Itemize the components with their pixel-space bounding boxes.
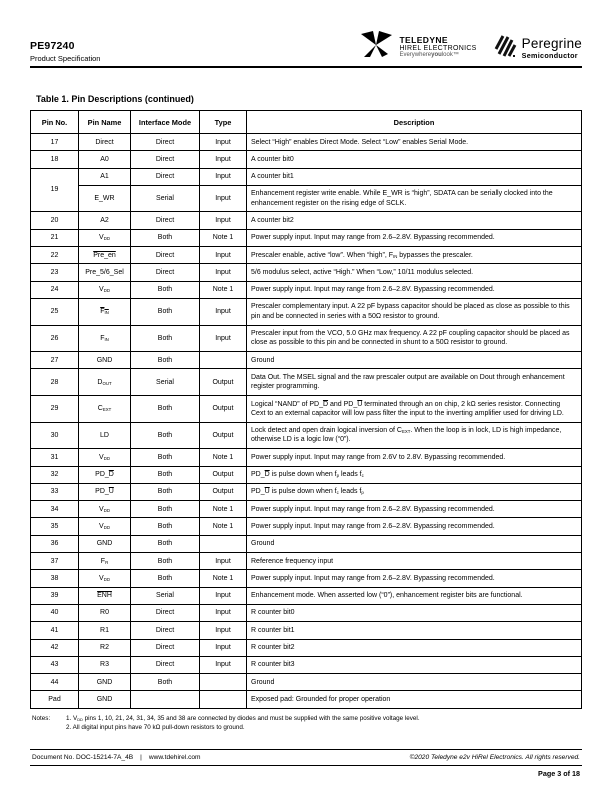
cell-interface-mode: Both <box>131 674 200 691</box>
cell-type: Input <box>200 134 247 151</box>
table-row <box>31 518 582 535</box>
cell-type: Note 1 <box>200 570 247 587</box>
cell-description: Logical “NAND” of $PD\_\overline{D}$ and $PD\_\overline{U}$ terminated through an on chip, 2 kΩ series resistor. Connecting Cext to an external capacitor will low pass filter the input to the inverting amplifier used for driving LD. <box>247 396 582 423</box>
cell-description: 5/6 modulus select, active “High.” When “Low,” 10/11 modulus selected. <box>247 264 582 281</box>
cell-pin-no: 39 <box>31 587 79 604</box>
table-row <box>31 134 582 151</box>
page-header <box>30 30 582 68</box>
cell-pin-name: $PD\_\overline{U}$ <box>79 483 131 500</box>
cell-pin-name: LD <box>79 422 131 449</box>
cell-interface-mode: Both <box>131 396 200 423</box>
cell-pin-no: 29 <box>31 396 79 423</box>
cell-description: Power supply input. Input may range from 2.6–2.8V. Bypassing recommended. <box>247 281 582 298</box>
page-number: Page 3 of 18 <box>538 769 580 778</box>
cell-description: Power supply input. Input may range from 2.6–2.8V. Bypassing recommended. <box>247 229 582 246</box>
cell-pin-no: 43 <box>31 656 79 673</box>
cell-description: A counter bit0 <box>247 151 582 168</box>
note-item-2: 2. All digital input pins have 70 kΩ pull-down resistors to ground. <box>66 724 245 732</box>
table-row <box>31 449 582 466</box>
cell-pin-name: $V_{DD}$ <box>79 449 131 466</box>
table-row <box>31 639 582 656</box>
teledyne-logo <box>358 30 476 63</box>
teledyne-wordmark <box>399 35 476 58</box>
footer-separator: | <box>140 754 142 761</box>
footer-copyright: ©2020 Teledyne e2v HiRel Electronics. All rights reserved. <box>409 754 580 761</box>
notes-items <box>66 714 582 733</box>
cell-pin-name: $V_{DD}$ <box>79 501 131 518</box>
cell-interface-mode: Both <box>131 281 200 298</box>
cell-type: Output <box>200 422 247 449</box>
cell-type <box>200 535 247 552</box>
cell-interface-mode: Both <box>131 298 200 325</box>
cell-interface-mode: Direct <box>131 168 200 185</box>
table-title: Table 1. Pin Descriptions (continued) <box>36 94 194 104</box>
cell-description: A counter bit1 <box>247 168 582 185</box>
cell-interface-mode: Both <box>131 229 200 246</box>
cell-type: Input <box>200 656 247 673</box>
cell-interface-mode <box>131 691 200 708</box>
cell-pin-no: 32 <box>31 466 79 483</box>
table-row <box>31 264 582 281</box>
cell-interface-mode: Both <box>131 466 200 483</box>
peregrine-wordmark <box>522 37 582 60</box>
cell-pin-no: 18 <box>31 151 79 168</box>
cell-type: Input <box>200 151 247 168</box>
cell-pin-no: 26 <box>31 325 79 352</box>
table-row <box>31 483 582 500</box>
cell-type <box>200 691 247 708</box>
table-row <box>31 422 582 449</box>
cell-interface-mode: Both <box>131 325 200 352</box>
cell-pin-name: $V_{DD}$ <box>79 570 131 587</box>
cell-description: Data Out. The MSEL signal and the raw prescaler output are available on Dout through enhancement register programming. <box>247 369 582 396</box>
peregrine-line1: Peregrine <box>521 36 582 52</box>
cell-pin-name: $\overline{ENH}$ <box>79 587 131 604</box>
cell-description: Ground <box>247 674 582 691</box>
cell-type: Output <box>200 466 247 483</box>
footer-left <box>32 754 201 761</box>
cell-description: Power supply input. Input may range from 2.6V to 2.8V. Bypassing recommended. <box>247 449 582 466</box>
cell-pin-no: 31 <box>31 449 79 466</box>
cell-pin-name: E_WR <box>79 185 131 212</box>
cell-pin-name: R0 <box>79 604 131 621</box>
cell-description: Ground <box>247 352 582 369</box>
cell-interface-mode: Both <box>131 501 200 518</box>
cell-interface-mode: Both <box>131 570 200 587</box>
cell-interface-mode: Both <box>131 518 200 535</box>
cell-interface-mode: Both <box>131 535 200 552</box>
table-row <box>31 151 582 168</box>
cell-type: Input <box>200 298 247 325</box>
cell-type: Input <box>200 168 247 185</box>
cell-interface-mode: Direct <box>131 151 200 168</box>
cell-description: Power supply input. Input may range from 2.6–2.8V. Bypassing recommended. <box>247 501 582 518</box>
cell-description: $PD\_\overline{D}$ is pulse down when $f_p$ leads $f_c$ <box>247 466 582 483</box>
cell-pin-name: A0 <box>79 151 131 168</box>
table-row <box>31 622 582 639</box>
cell-pin-no: 33 <box>31 483 79 500</box>
cell-type: Note 1 <box>200 229 247 246</box>
table-row <box>31 168 582 185</box>
cell-pin-name: $F_R$ <box>79 553 131 570</box>
column-header-pin-name: Pin Name <box>79 111 131 134</box>
peregrine-logo <box>491 34 582 63</box>
cell-pin-name: $F_{IN}$ <box>79 325 131 352</box>
peregrine-hatch-icon <box>491 34 517 63</box>
cell-interface-mode: Both <box>131 553 200 570</box>
cell-pin-name: GND <box>79 535 131 552</box>
cell-pin-no: 27 <box>31 352 79 369</box>
cell-type: Output <box>200 369 247 396</box>
cell-interface-mode: Direct <box>131 247 200 264</box>
table-row <box>31 229 582 246</box>
notes-label: Notes: <box>32 714 51 722</box>
cell-pin-no: 17 <box>31 134 79 151</box>
cell-pin-no: 24 <box>31 281 79 298</box>
cell-type <box>200 674 247 691</box>
cell-pin-name: R1 <box>79 622 131 639</box>
cell-type: Input <box>200 639 247 656</box>
cell-pin-name: $F_{IN}$ <box>79 298 131 325</box>
cell-pin-name: Pre_en <box>79 247 131 264</box>
table-row <box>31 325 582 352</box>
pin-descriptions-table <box>30 110 582 709</box>
cell-interface-mode: Direct <box>131 212 200 229</box>
document-number: Document No. DOC-15214-7A_4B <box>32 754 134 761</box>
cell-pin-name: R3 <box>79 656 131 673</box>
note-item-1: 1. $V_{DD}$ pins 1, 10, 21, 24, 31, 34, 35 and 38 are connected by diodes and must be supplied with the same positive voltage level. <box>66 714 420 722</box>
cell-pin-no: 21 <box>31 229 79 246</box>
cell-pin-name: A2 <box>79 212 131 229</box>
cell-pin-no: 36 <box>31 535 79 552</box>
cell-pin-name: $V_{DD}$ <box>79 518 131 535</box>
cell-description: R counter bit1 <box>247 622 582 639</box>
cell-interface-mode: Direct <box>131 604 200 621</box>
cell-pin-name: $D_{OUT}$ <box>79 369 131 396</box>
cell-pin-name: $V_{DD}$ <box>79 229 131 246</box>
cell-pin-no: 28 <box>31 369 79 396</box>
cell-type: Input <box>200 553 247 570</box>
table-row <box>31 281 582 298</box>
table-row <box>31 466 582 483</box>
column-header-type: Type <box>200 111 247 134</box>
document-subtitle: Product Specification <box>30 54 101 63</box>
page-footer <box>30 749 582 778</box>
column-header-pin-no: Pin No. <box>31 111 79 134</box>
cell-pin-name: Direct <box>79 134 131 151</box>
cell-interface-mode: Serial <box>131 369 200 396</box>
table-row <box>31 535 582 552</box>
cell-type: Input <box>200 622 247 639</box>
table-row <box>31 185 582 212</box>
peregrine-line2: Semiconductor <box>521 50 578 60</box>
cell-description: Prescaler enable, active “low”. When “high”, $F_{IN}$ bypasses the prescaler. <box>247 247 582 264</box>
cell-pin-no: 38 <box>31 570 79 587</box>
cell-description: A counter bit2 <box>247 212 582 229</box>
cell-pin-no: 34 <box>31 501 79 518</box>
cell-interface-mode: Direct <box>131 264 200 281</box>
cell-description: Enhancement mode. When asserted low (“0”), enhancement register bits are functional. <box>247 587 582 604</box>
cell-type: Input <box>200 587 247 604</box>
pin-table-body <box>31 134 582 709</box>
cell-interface-mode: Serial <box>131 587 200 604</box>
table-row <box>31 553 582 570</box>
cell-interface-mode: Both <box>131 422 200 449</box>
cell-interface-mode: Direct <box>131 622 200 639</box>
cell-pin-name: R2 <box>79 639 131 656</box>
cell-description: R counter bit3 <box>247 656 582 673</box>
cell-type: Input <box>200 212 247 229</box>
part-number: PE97240 <box>30 40 75 52</box>
table-row <box>31 501 582 518</box>
cell-type <box>200 352 247 369</box>
cell-description: Enhancement register write enable. While E_WR is “high”, SDATA can be serially clocked into the enhancement register on the rising edge of SCLK. <box>247 185 582 212</box>
cell-pin-no: 37 <box>31 553 79 570</box>
column-header-interface-mode: Interface Mode <box>131 111 200 134</box>
cell-type: Output <box>200 483 247 500</box>
cell-description: $PD\_\overline{U}$ is pulse down when $f_c$ leads $f_p$ <box>247 483 582 500</box>
cell-pin-name: $C_{EXT}$ <box>79 396 131 423</box>
cell-pin-no: 25 <box>31 298 79 325</box>
table-notes <box>30 714 582 733</box>
cell-interface-mode: Direct <box>131 134 200 151</box>
cell-description: Select “High” enables Direct Mode. Select “Low” enables Serial Mode. <box>247 134 582 151</box>
table-row <box>31 298 582 325</box>
footer-rule-bottom <box>30 765 582 766</box>
cell-description: Exposed pad: Grounded for proper operation <box>247 691 582 708</box>
cell-interface-mode: Both <box>131 352 200 369</box>
cell-pin-name: GND <box>79 674 131 691</box>
cell-type: Input <box>200 325 247 352</box>
table-row <box>31 212 582 229</box>
cell-interface-mode: Serial <box>131 185 200 212</box>
table-row <box>31 674 582 691</box>
cell-description: Prescaler input from the VCO, 5.0 GHz max frequency. A 22 pF coupling capacitor should be placed as close as possible to this pin and be connected in shunt to a 50Ω resistor to ground. <box>247 325 582 352</box>
header-logos <box>358 30 582 63</box>
table-row <box>31 369 582 396</box>
table-row <box>31 587 582 604</box>
teledyne-arrow-icon <box>358 30 394 63</box>
cell-pin-name: Pre_5/6_Sel <box>79 264 131 281</box>
cell-description: Prescaler complementary input. A 22 pF bypass capacitor should be placed as close as possible to this pin and be connected in series with a 50Ω resistor to ground. <box>247 298 582 325</box>
teledyne-line1: TELEDYNE <box>399 35 448 45</box>
cell-type: Note 1 <box>200 281 247 298</box>
cell-description: Ground <box>247 535 582 552</box>
cell-description: Lock detect and open drain logical inversion of $C_{EXT}$. When the loop is in lock, LD is high impedance, otherwise LD is a logic low (“0”). <box>247 422 582 449</box>
table-row <box>31 656 582 673</box>
cell-pin-no: 23 <box>31 264 79 281</box>
cell-type: Note 1 <box>200 518 247 535</box>
cell-pin-no: 22 <box>31 247 79 264</box>
cell-description: Power supply input. Input may range from 2.6–2.8V. Bypassing recommended. <box>247 518 582 535</box>
cell-pin-no: 42 <box>31 639 79 656</box>
cell-type: Input <box>200 264 247 281</box>
cell-pin-name: $PD\_\overline{D}$ <box>79 466 131 483</box>
table-row <box>31 247 582 264</box>
column-header-description: Description <box>247 111 582 134</box>
cell-pin-name: $V_{DD}$ <box>79 281 131 298</box>
cell-pin-name: GND <box>79 691 131 708</box>
footer-website: www.tdehirel.com <box>148 754 201 761</box>
table-row <box>31 570 582 587</box>
header-title-block <box>30 40 100 63</box>
table-row <box>31 396 582 423</box>
teledyne-line2: HIREL ELECTRONICS <box>399 45 477 52</box>
footer-row <box>30 750 582 765</box>
cell-pin-no: 30 <box>31 422 79 449</box>
cell-pin-no: Pad <box>31 691 79 708</box>
cell-description: Power supply input. Input may range from 2.6–2.8V. Bypassing recommended. <box>247 570 582 587</box>
cell-pin-name: GND <box>79 352 131 369</box>
cell-pin-no: 20 <box>31 212 79 229</box>
cell-description: R counter bit0 <box>247 604 582 621</box>
cell-type: Input <box>200 185 247 212</box>
cell-interface-mode: Both <box>131 483 200 500</box>
teledyne-tagline: Everywhereyoulook™ <box>399 52 459 58</box>
cell-interface-mode: Direct <box>131 656 200 673</box>
cell-pin-no: 44 <box>31 674 79 691</box>
cell-type: Input <box>200 247 247 264</box>
cell-pin-no: 35 <box>31 518 79 535</box>
cell-description: Reference frequency input <box>247 553 582 570</box>
cell-description: R counter bit2 <box>247 639 582 656</box>
cell-type: Input <box>200 604 247 621</box>
cell-type: Note 1 <box>200 449 247 466</box>
cell-pin-no: 41 <box>31 622 79 639</box>
cell-pin-no: 19 <box>31 168 79 212</box>
table-row <box>31 691 582 708</box>
table-row <box>31 352 582 369</box>
cell-type: Note 1 <box>200 501 247 518</box>
cell-interface-mode: Both <box>131 449 200 466</box>
table-row <box>31 604 582 621</box>
table-header-row <box>31 111 582 134</box>
cell-type: Output <box>200 396 247 423</box>
cell-pin-no: 40 <box>31 604 79 621</box>
cell-pin-name: A1 <box>79 168 131 185</box>
cell-interface-mode: Direct <box>131 639 200 656</box>
